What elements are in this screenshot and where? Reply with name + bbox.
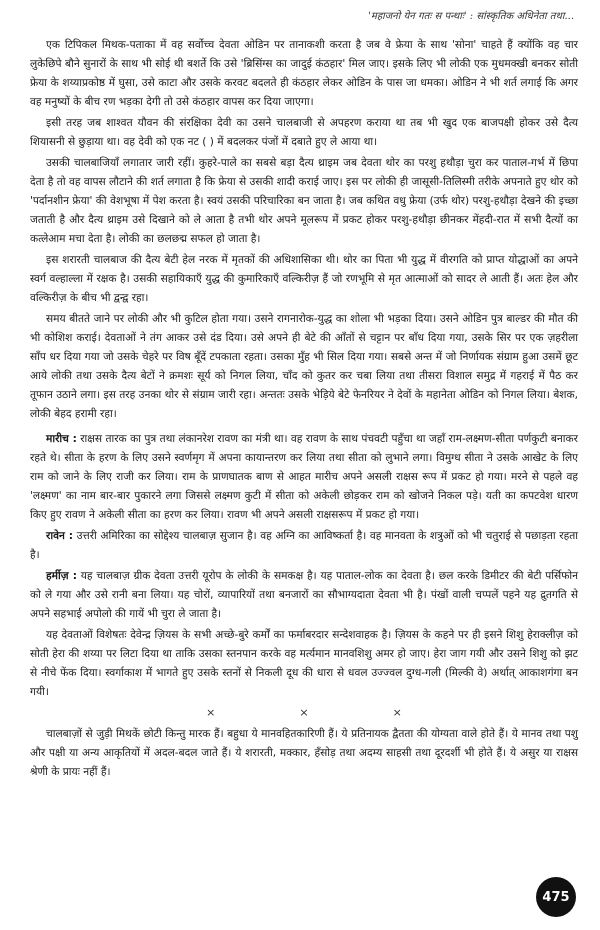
entry-term: मारीच : — [46, 433, 77, 445]
book-page — [30, 8, 578, 923]
paragraph-loki-freya: एक टिपिकल मिथक-पताका में वह सर्वोच्च देवता ओडिन पर तानाकशी करता है जब वे फ्रेया के साथ 'सोना' चाहते हैं क्योंकि वह चार लुकेछिपे बौने सुनारों के साथ भी सोई थी बशर्ते कि उसे 'ब्रिसिंग्स का जादुई कंठहार' मिल जाए। इसके लिए भी लोकी एक मुधमक्खी बनकर सोती फ्रेया के शय्याप्रकोष्ठ में घुसा, उसे काटा और उसके करवट बदलते ही कंठहार लेकर ओडिन के पास जा धमका। ओडिन ने भी शर्त लगाई कि अगर वह मनुष्यों के बीच रण भड़का देगी तो उसे कंठहार वापस कर दिया जाएगा। — [30, 39, 578, 108]
paragraph-hermes-milky-way: यह देवताओं विशेषतः देवेन्द्र ज़ियस के सभी अच्छे-बुरे कर्मों का फर्माबरदार सन्देशवाहक है। ज़ियस के कहने पर ही इसने शिशु हेराक्लीज़ को सोती हेरा की शय्या पर लिटा दिया था ताकि उसका स्तनपान करके वह मर्त्यमान मानवशिशु अमर हो जाए। हेरा जाग गयी और उसने शिशु को झट से नीचे फेंक दिया। स्वर्गाकाश में भागते हुए उसके स्तनों से निकली दूध की धारा से धवल उज्ज्वल दुग्ध-गली (मिल्की वे) अर्थात् आकाशगंगा बन गयी। — [30, 629, 578, 698]
entry-term: रावेन : — [46, 530, 73, 542]
entry-hermes — [30, 567, 578, 624]
running-header: 'महाजनो येन गतः स पन्थाः' : सांस्कृतिक अधिनेता तथा... — [368, 11, 574, 22]
separator-mark: × — [206, 706, 216, 719]
entry-text: उत्तरी अमिरिका का सोद्देश्य चालबाज़ सुजान है। वह अग्नि का आविष्कर्ता है। वह मानवता के शत्रुओं को भी चतुराई से पछाड़ता रहता है। — [30, 530, 578, 561]
page-number-badge: 475 — [536, 877, 576, 917]
separator-mark: × — [392, 706, 402, 719]
separator-mark: × — [299, 706, 309, 719]
paragraph-loki-falcon: इसी तरह जब शाश्वत यौवन की संरक्षिका देवी का उसने चालबाजी से अपहरण कराया था तब भी खुद एक बाजपक्षी होकर उसे दैत्य शियासनी से छुड़ाया था। वह देवी को एक नट ( ) में बदलकर पंजों में दबाते हुए ले आया था। — [30, 117, 578, 148]
entry-marich — [30, 430, 578, 525]
entry-text: यह चालबाज़ ग्रीक देवता उत्तरी यूरोप के लोकी के समकक्ष है। यह पाताल-लोक का देवता है। छल करके डिमीटर की बेटी पर्सिफोन को ले गया और उसे रानी बना लिया। यह चोरों, व्यापारियों तथा बनजारों का सौभाग्यदाता देवता भी है। पंखों वाली चप्पलें पहने यह द्रुतगति से अपने सहभाई अपोलो की गायें भी चुरा ले जाता है। — [30, 570, 578, 620]
section-separator — [30, 706, 578, 719]
entry-text: राक्षस तारक का पुत्र तथा लंकानरेश रावण का मंत्री था। वह रावण के साथ पंचवटी पहुँचा था जहाँ राम-लक्ष्मण-सीता पर्णकुटी बनाकर रहते थे। सीता के हरण के लिए उसने स्वर्णमृग में अपना कायान्तरण कर लिया तथा सीता को लुभाने लगा। विमुग्ध सीता ने उसके आखेट के लिए राम को जाने के लिए राजी कर लिया। राम के प्राणघातक बाण से आहत मारीच अपने असली राक्षस रूप में प्रकट हो गया। मरने से पहले वह 'लक्ष्मण' का नाम बार-बार पुकारने लगा जिससे लक्ष्मण कुटी में सीता को अकेली छोड़कर राम को खोजने निकल पड़े। यती का कपटवेश धारण किए हुए रावण ने अकेली सीता का हरण कर लिया। रावण भी अपने असली राक्षसरूप में प्रकट हो गया। — [30, 433, 578, 521]
paragraph-ragnarok: समय बीतते जाने पर लोकी और भी कुटिल होता गया। उसने रागनारोक-युद्ध का शोला भी भड़का दिया। उसने ओडिन पुत्र बाल्डर की मौत की भी कोशिश कराई। देवताओं ने तंग आकर उसे दंड दिया। उसे अपने ही बेटे की आँतों से चट्टान पर बाँध दिया गया, उसके सिर पर एक ज़हरीला साँप धर दिया गया जो उसके चेहरे पर विष बूँदें टपकाता रहता। उसका मुँह भी सिल दिया गया। सबसे अन्त में जो निर्णायक संग्राम हुआ उसमें छूट आये लोकी तथा उसके दैत्य बेटों ने क्रमशः सूर्य को निगल लिया, चाँद को कुतर कर चबा लिया तथा तीसरा विशाल समुद्र में गहराई में पैठ कर तूफान उठाने लगा। इस तरह उनका थोर से संग्राम जारी रहा। अन्ततः उसके भेड़िये बेटे फेनरियर ने देवों के महानेता ओडिन को निगल लिया। बेशक, लोकी बेहद हरामी रहा। — [30, 313, 578, 420]
paragraph-hel-valkyries: इस शरारती चालबाज की दैत्य बेटी हेल नरक में मृतकों की अधिशासिका थी। थोर का पिता भी युद्ध में वीरगति को प्राप्त योद्धाओं का अपने स्वर्ग वल्हाल्ला में रक्षक है। उसकी सहायिकाएँ युद्ध की कुमारिकाएँ वल्किरीज़ हैं जो रणभूमि से मृत आत्माओं को सादर ले आती हैं। अतः हेल और वल्किरीज़ के बीच भी द्वन्द्व रहा। — [30, 254, 578, 304]
entry-term: हर्मीज़ : — [46, 570, 77, 582]
entry-raven — [30, 527, 578, 565]
paragraph-loki-thor-hammer: उसकी चालबाजियाँ लगातार जारी रहीं। कुहरे-पाले का सबसे बड़ा दैत्य थ्राइम जब देवता थोर का परशु हथौड़ा चुरा कर पाताल-गर्भ में छिपा देता है तो वह वापस लौटाने की शर्त लगाता है कि फ्रेया से उसकी शादी कराई जाए। इस पर लोकी ही जासूसी-तिलिस्मी तरीके अपनाते हुए थोर को 'पर्दानशीन फ्रेया' की वेशभूषा में पेश करता है। स्वयं उसकी परिचारिका बन जाता है। जब कथित वधु फ्रेया (उर्फ थोर) परशु-हथौड़ा देखने की इच्छा जताती है और दैत्य थ्राइम उसे दिखाने को ले आता है तभी थोर अपने मूलरूप में प्रकट होकर परशु-हथौड़ा छीनकर मेंहदी-रात में सभी दैत्यों का कत्लेआम मचा देता है। लोकी का छलछद्म सफल हो जाता है। — [30, 157, 578, 245]
paragraph-closing: चालबाज़ों से जुड़ी मिथकें छोटी किन्तु मारक हैं। बहुधा ये मानवहितकारिणी हैं। ये प्रतिनायक द्वैतता की योग्यता वाले होते हैं। ये मानव तथा पशु और पक्षी या अन्य आकृतियों में अदल-बदल जाते हैं। ये शरारती, मक्कार, हँसोड़ तथा अदम्य साहसी तथा दूरदर्शी भी होते हैं। ये असुर या राक्षस श्रेणी के प्रायः नहीं हैं। — [30, 728, 578, 778]
